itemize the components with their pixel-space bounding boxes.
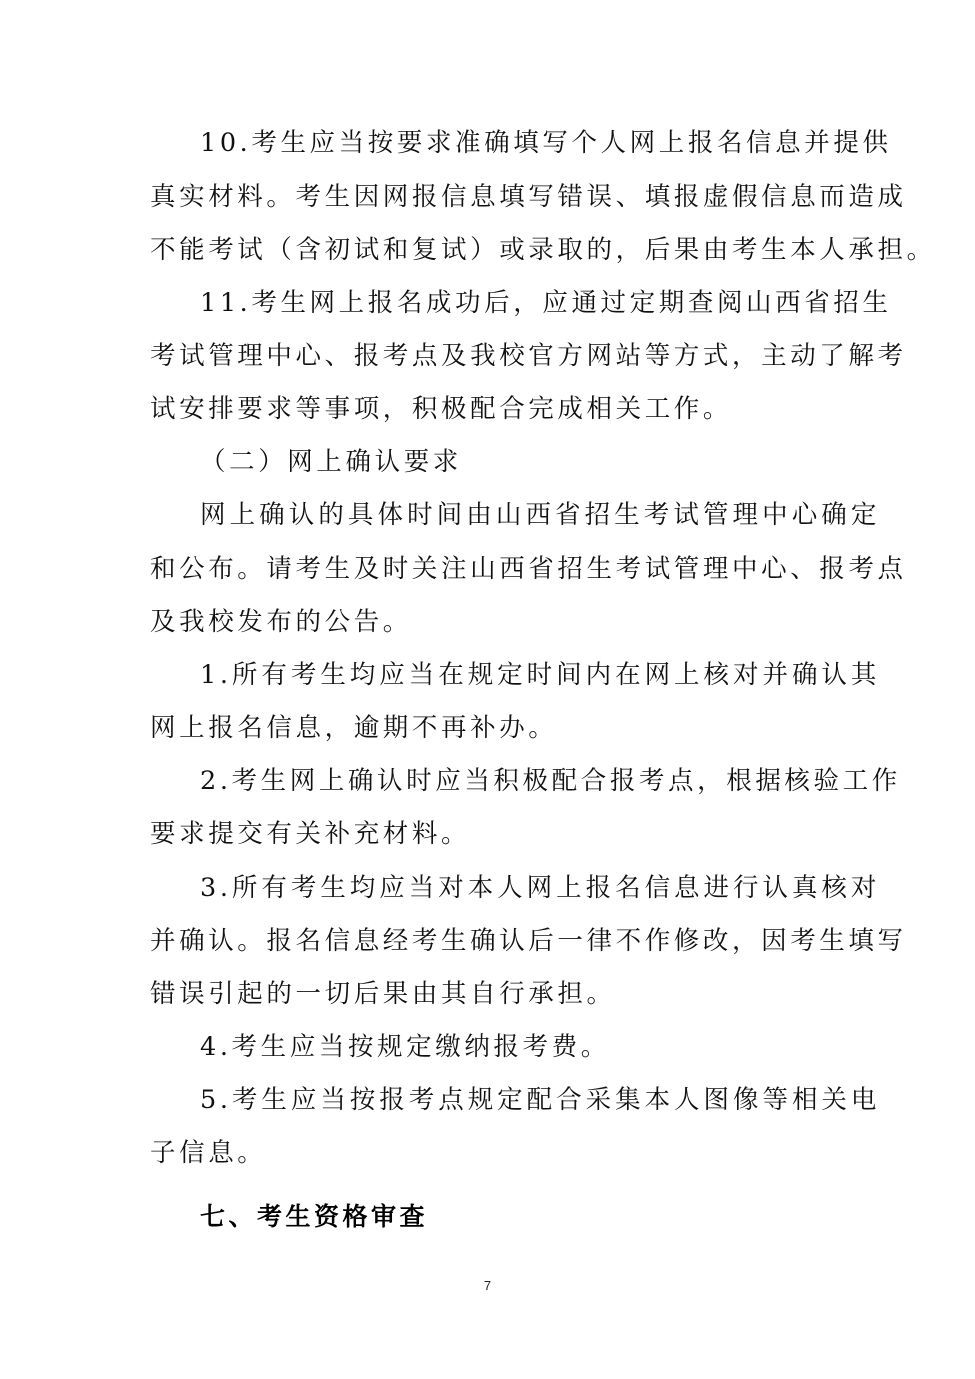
- paragraph-line: 网上报名信息，逾期不再补办。: [150, 713, 558, 743]
- paragraph-line: 不能考试（含初试和复试）或录取的，后果由考生本人承担。: [150, 235, 936, 265]
- paragraph-line: 1.所有考生均应当在规定时间内在网上核对并确认其: [200, 660, 880, 690]
- paragraph-line: 和公布。请考生及时关注山西省招生考试管理中心、报考点: [150, 554, 907, 584]
- paragraph-line: 考试管理中心、报考点及我校官方网站等方式，主动了解考: [150, 341, 907, 371]
- paragraph-line: 要求提交有关补充材料。: [150, 819, 471, 849]
- paragraph-line: 错误引起的一切后果由其自行承担。: [150, 979, 616, 1009]
- paragraph-line: 试安排要求等事项，积极配合完成相关工作。: [150, 394, 733, 424]
- paragraph-line: 5.考生应当按报考点规定配合采集本人图像等相关电: [200, 1085, 880, 1115]
- paragraph-line: 子信息。: [150, 1138, 267, 1168]
- paragraph-line: 及我校发布的公告。: [150, 607, 412, 637]
- paragraph-line: 真实材料。考生因网报信息填写错误、填报虚假信息而造成: [150, 182, 907, 212]
- paragraph-line: 并确认。报名信息经考生确认后一律不作修改，因考生填写: [150, 926, 907, 956]
- section-heading: 七、考生资格审查: [200, 1202, 429, 1231]
- paragraph-line: 网上确认的具体时间由山西省招生考试管理中心确定: [200, 500, 880, 530]
- paragraph-line: 11.考生网上报名成功后，应通过定期查阅山西省招生: [200, 288, 892, 318]
- paragraph-line: 4.考生应当按规定缴纳报考费。: [200, 1032, 610, 1062]
- page-number: 7: [483, 1278, 492, 1293]
- subsection-heading: （二）网上确认要求: [200, 447, 462, 477]
- paragraph-line: 10.考生应当按要求准确填写个人网上报名信息并提供: [200, 128, 892, 158]
- paragraph-line: 2.考生网上确认时应当积极配合报考点，根据核验工作: [200, 766, 901, 796]
- paragraph-line: 3.所有考生均应当对本人网上报名信息进行认真核对: [200, 873, 880, 903]
